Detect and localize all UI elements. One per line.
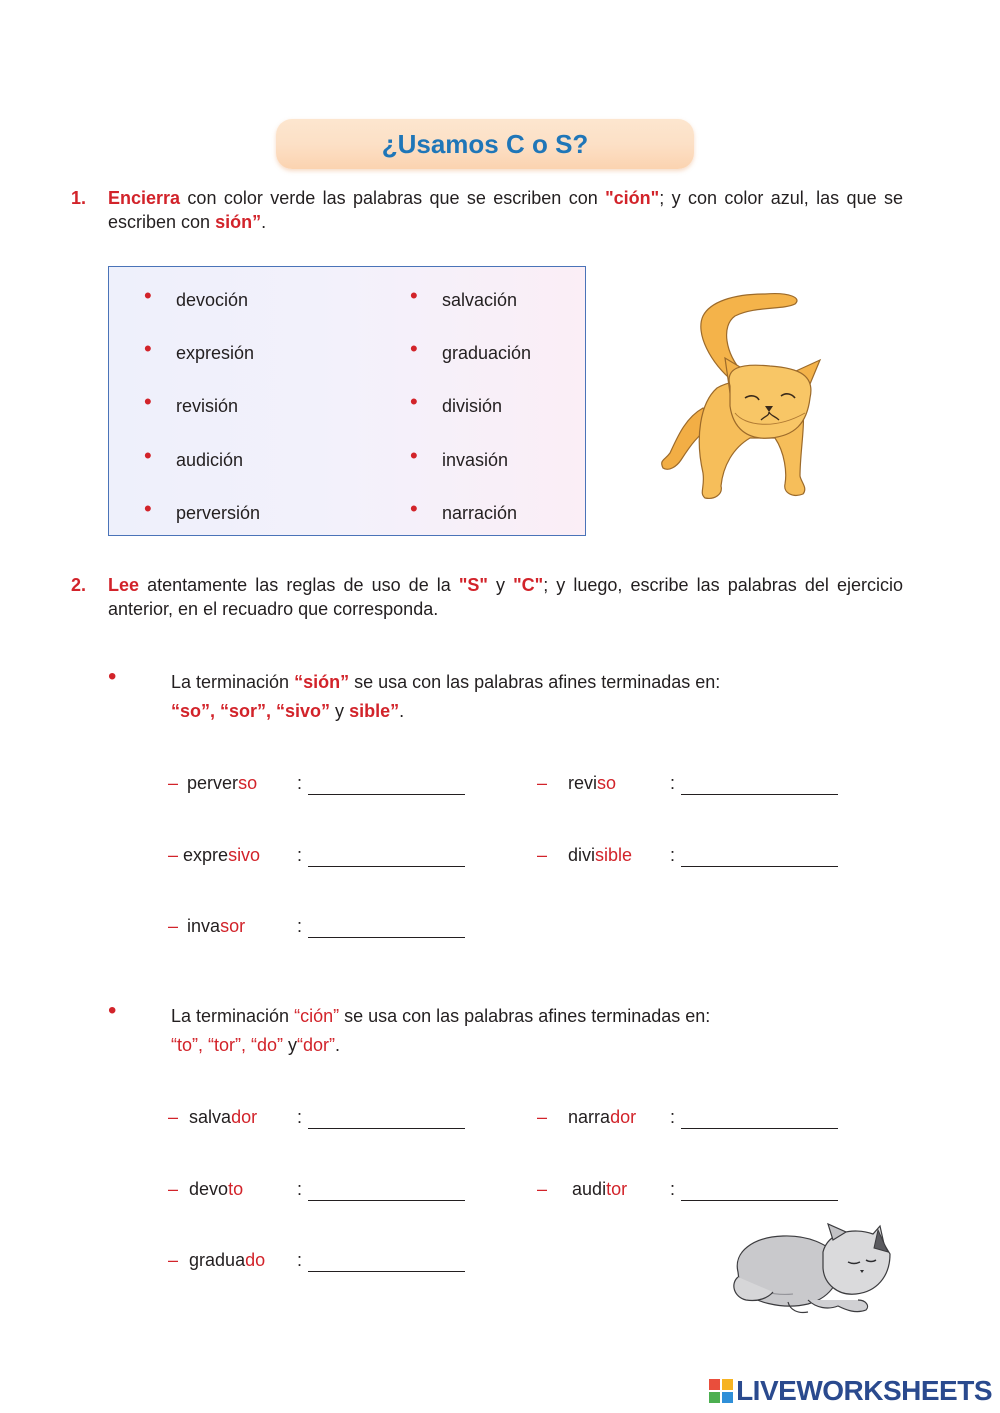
rule-sion-line2-d: . [399,701,405,721]
rule-sion-line1 [171,668,908,697]
word-label: salvación [442,290,518,310]
question-1-sion: sión” [215,212,262,232]
colon: : [297,1107,303,1127]
rule-sion-endings: “so”, “sor”, “sivo” [171,701,331,721]
word-stem: salva [189,1107,232,1127]
question-2-part2: ; y luego, escribe las palabras del ejercicio anterior, en el recuadro que corresponda. [108,575,903,619]
answer-blank[interactable] [681,1200,838,1201]
colon: : [670,845,676,865]
word-stem: narra [568,1107,611,1127]
word-stem: expre [183,845,229,865]
orange-cat-illustration [655,288,825,503]
word-ending: so [597,773,617,793]
word-bullet: • [410,496,418,521]
word-label: audición [176,450,244,470]
answer-blank[interactable] [308,937,465,938]
dash-marker: – [537,845,548,865]
exercise-word [168,1107,257,1128]
colon: : [670,1179,676,1199]
footer-brand [708,1375,992,1407]
rule-sion-line2-b: y [330,701,350,721]
spacer [178,773,183,793]
rule-sion-text [171,668,908,726]
dash-marker: – [168,1179,179,1199]
exercise-word [168,845,260,866]
word-bullet: • [144,389,152,414]
word-bullet: • [144,283,152,308]
word-label: expresión [176,343,255,363]
question-1-cion: "ción" [605,188,660,208]
question-1 [71,186,903,234]
grey-kitten-illustration [728,1222,893,1318]
exercise-word [168,1250,265,1271]
dash-marker: – [168,916,179,936]
question-2-y: y [487,575,514,595]
answer-blank[interactable] [308,1200,465,1201]
question-1-verb: Encierra [108,188,181,208]
rule-sion-ending-sible: sible” [349,701,400,721]
rule-cion-line1-c: se usa con las palabras afines terminadas en: [339,1006,711,1026]
word-bullet: • [144,336,152,361]
word-bullet: • [410,283,418,308]
spacer [178,1107,183,1127]
spacer [547,1179,552,1199]
exercise-word [537,845,632,866]
question-2-part1: atentamente las reglas de uso de la [139,575,459,595]
dash-marker: – [168,845,179,865]
dash-marker: – [537,1179,548,1199]
colon: : [297,916,303,936]
answer-blank[interactable] [681,794,838,795]
answer-blank[interactable] [308,1271,465,1272]
colon: : [670,1107,676,1127]
dash-marker: – [168,1250,179,1270]
spacer [178,1179,183,1199]
colon: : [670,773,676,793]
word-label: devoción [176,290,249,310]
word-ending: dor [231,1107,258,1127]
dash-marker: – [168,773,179,793]
spacer [178,916,183,936]
exercise-word [168,916,245,937]
brand-name: LIVEWORKSHEETS [736,1375,992,1406]
answer-blank[interactable] [308,1128,465,1129]
exercise-word [537,773,616,794]
rule-sion-bullet: • [108,663,117,690]
colon: : [297,845,303,865]
rule-cion-line2-b: y [283,1035,298,1055]
word-label: revisión [176,396,239,416]
spacer [547,1107,552,1127]
word-stem: inva [187,916,221,936]
question-2-s: "S" [458,575,488,595]
word-ending: do [245,1250,266,1270]
word-label: perversión [176,503,261,523]
word-ending: sivo [228,845,261,865]
word-label: división [442,396,503,416]
question-1-number: 1. [71,188,87,208]
rule-cion-line1 [171,1002,908,1031]
title-banner [276,119,694,169]
word-label: graduación [442,343,532,363]
rule-sion-line2 [171,697,908,726]
word-stem: devo [189,1179,229,1199]
word-bullet: • [144,443,152,468]
rule-cion-ending-dor: “dor” [297,1035,336,1055]
rule-sion-line1-a: La terminación [171,672,295,692]
exercise-word [537,1107,636,1128]
rule-cion-endings: “to”, “tor”, “do” [171,1035,284,1055]
dash-marker: – [168,1107,179,1127]
answer-blank[interactable] [681,866,838,867]
rule-cion-line2-d: . [335,1035,341,1055]
exercise-word [168,1179,243,1200]
question-2-verb: Lee [108,575,140,595]
answer-blank[interactable] [308,866,465,867]
rule-cion-bullet: • [108,997,117,1024]
exercise-word [168,773,257,794]
spacer [178,1250,183,1270]
word-stem: perver [187,773,239,793]
question-2-number: 2. [71,575,87,595]
dash-marker: – [537,1107,548,1127]
question-1-part1: con color verde las palabras que se escriben con [180,188,606,208]
colon: : [297,1179,303,1199]
rule-cion-text [171,1002,908,1060]
word-bullet: • [410,336,418,361]
question-1-part2: ; y con color azul, las que se escriben con [108,188,903,232]
word-bullet: • [144,496,152,521]
word-ending: sible [595,845,633,865]
colon: : [297,1250,303,1270]
word-bullet: • [410,389,418,414]
word-label: invasión [442,450,509,470]
word-ending: dor [610,1107,637,1127]
answer-blank[interactable] [681,1128,838,1129]
word-stem: audi [572,1179,607,1199]
rule-cion-keyword: “ción” [294,1006,340,1026]
word-label: narración [442,503,518,523]
dash-marker: – [537,773,548,793]
question-2-text [108,573,903,621]
rule-sion [108,663,908,726]
page-title: ¿Usamos C o S? [381,128,589,159]
question-1-text [108,186,903,234]
word-stem: revi [568,773,598,793]
colon: : [297,773,303,793]
rule-sion-line1-c: se usa con las palabras afines terminadas en: [349,672,721,692]
rule-cion-line2 [171,1031,908,1060]
question-2-c: "C" [513,575,544,595]
rule-cion [108,997,908,1060]
word-ending: so [238,773,258,793]
spacer [547,845,552,865]
word-bullet: • [410,443,418,468]
word-ending: tor [606,1179,628,1199]
answer-blank[interactable] [308,794,465,795]
rule-cion-line1-a: La terminación [171,1006,295,1026]
word-stem: gradua [189,1250,246,1270]
rule-sion-keyword: “sión” [294,672,350,692]
word-stem: divi [568,845,596,865]
question-2 [71,573,903,621]
liveworksheets-logo-icon [708,1378,734,1404]
word-ending: sor [220,916,246,936]
word-ending: to [228,1179,244,1199]
spacer [547,773,552,793]
question-1-end: . [261,212,267,232]
exercise-word [537,1179,627,1200]
